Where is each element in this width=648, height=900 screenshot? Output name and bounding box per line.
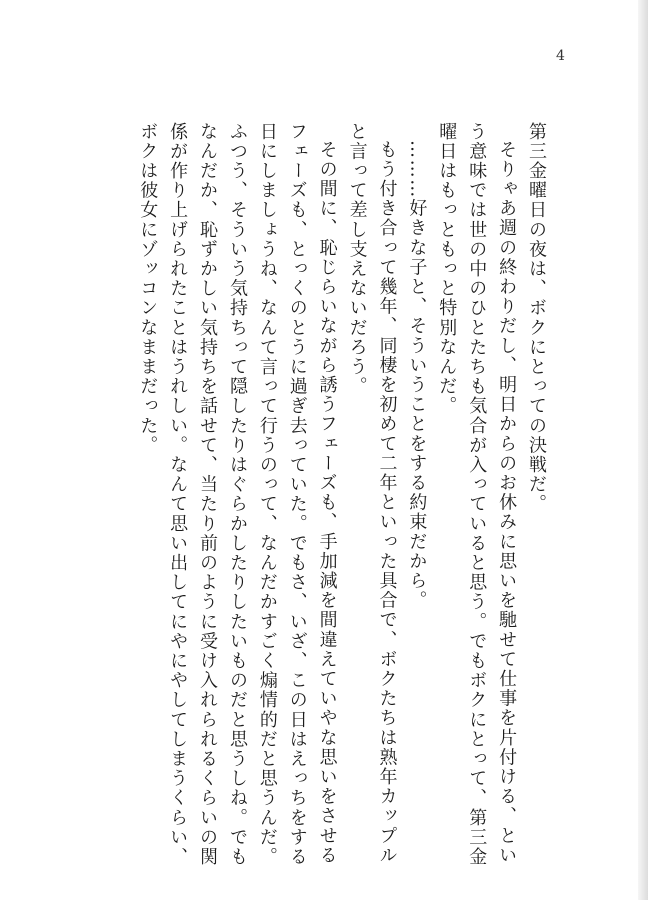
page-number: 4 <box>556 48 565 64</box>
vertical-body-text <box>132 122 551 882</box>
paragraph-1: 第三金曜日の夜は、ボクにとっての決戦だ。 <box>526 122 547 514</box>
paragraph-4: もう付き合って幾年、同棲を初めて二年といった具合で、ボクたちは熟年カップルと言って差し支えないだろう。 <box>346 122 398 866</box>
paragraph-3: ………好きな子と、そういうことをする約束だから。 <box>406 140 428 611</box>
paragraph-5: その間に、恥じらいながら誘うフェーズも、手加減を間違えていやな思いをさせるフェーズも、とっくのとうに過ぎ去っていた。でもさ、いざ、この日はえっちをする日にしましょうね、なんて言って行うのって、なんだかすごく煽情的だと思うんだ。ふつう、そういう気持ちって隠したりはぐらかしたりしたいものだと思うしね。でもなんだか、恥ずかしい気持ちを話せて、当たり前のように受け入れられるくらいの関係が作り上げられたことはうれしい。なんて思い出してにやにやしてしまうくらい、ボクは彼女にゾッコンなままだった。 <box>137 122 338 867</box>
page-edge-shadow <box>638 0 648 900</box>
paragraph-2: そりゃあ週の終わりだし、明日からのお休みに思いを馳せて仕事を片付ける、という意味では世の中のひとたちも気合が入っていると思う。でもボクにとって、第三金曜日はもっともっと特別なんだ。 <box>436 122 518 867</box>
